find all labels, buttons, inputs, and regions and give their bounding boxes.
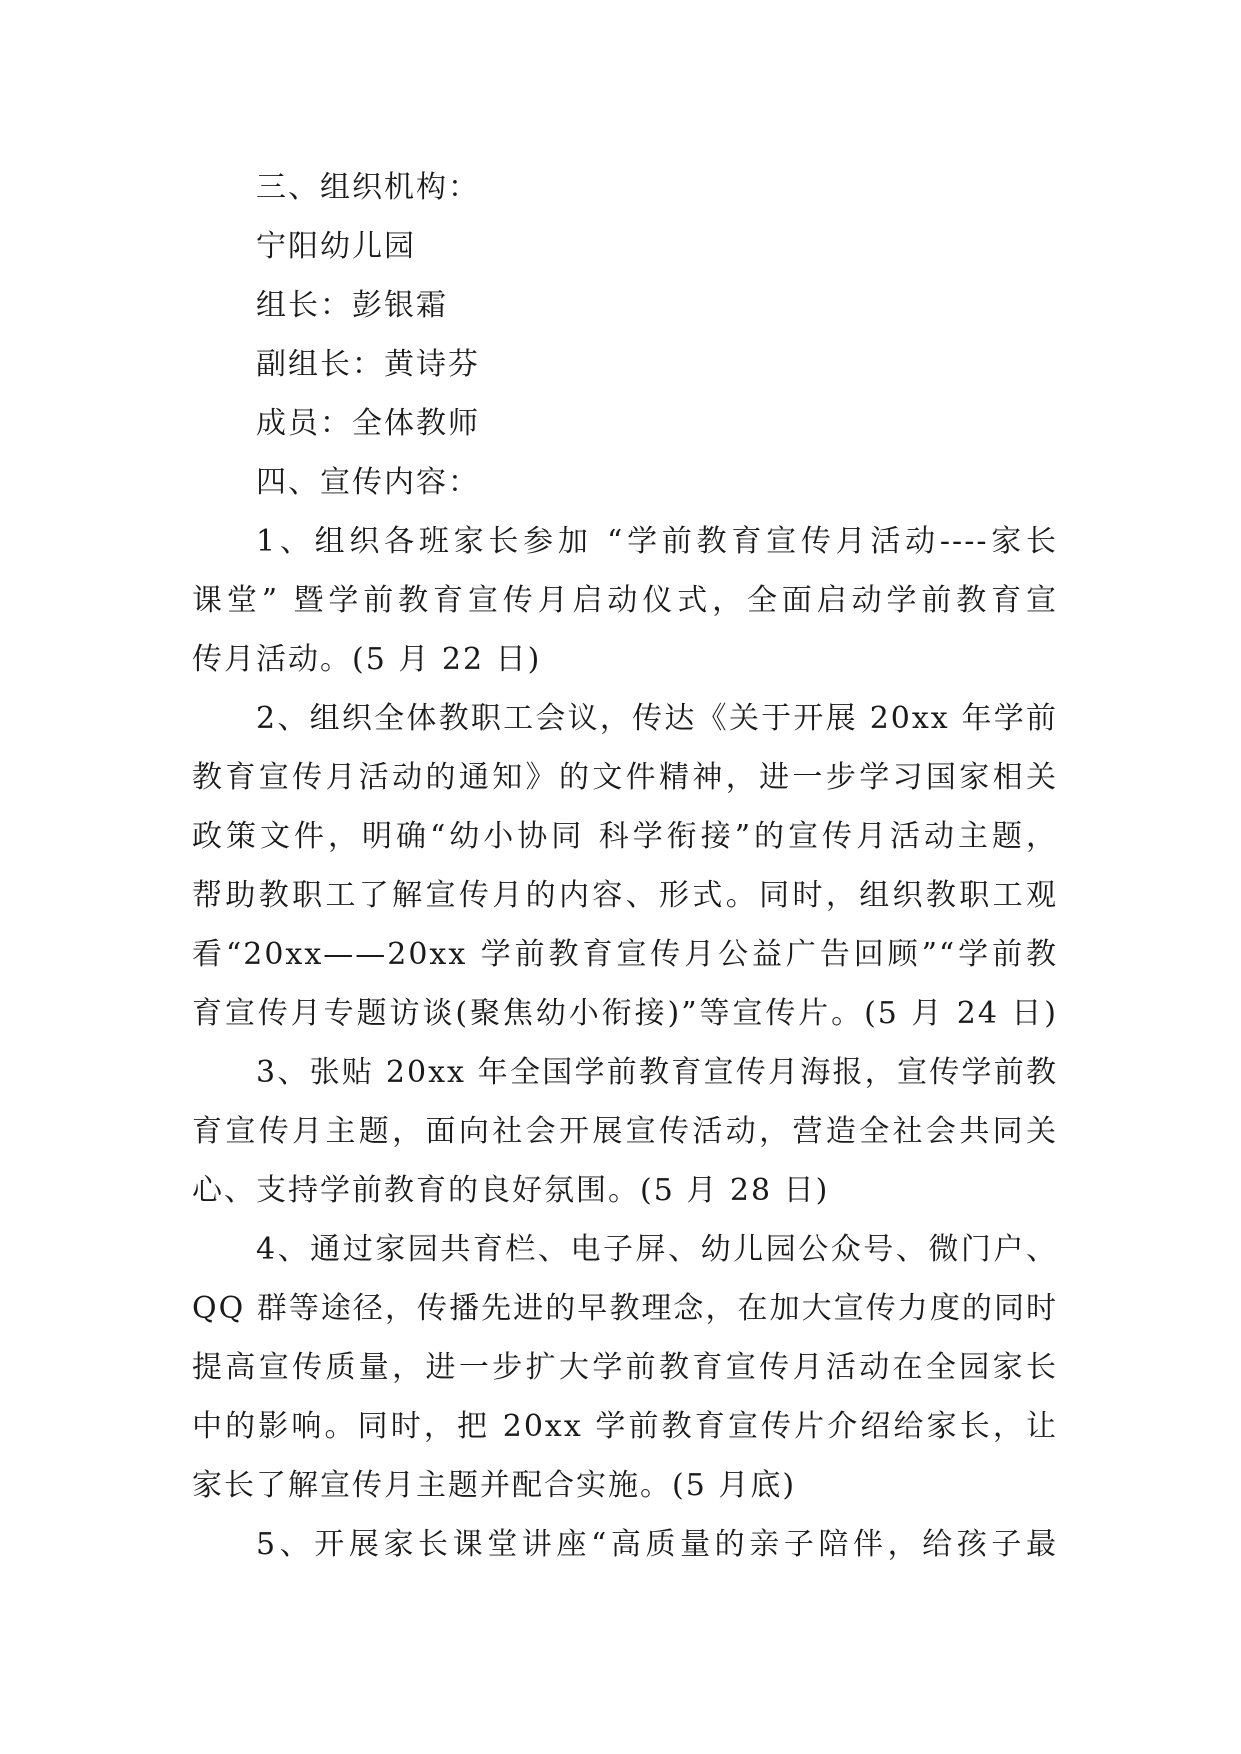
organization-name: 宁阳幼儿园 — [256, 229, 416, 264]
paragraph-line: 4、通过家园共育栏、电子屏、幼儿园公众号、微门户、 — [256, 1232, 1058, 1267]
paragraph-line: 育宣传月主题，面向社会开展宣传活动，营造全社会共同关 — [192, 1114, 1058, 1149]
content-item-1 — [192, 512, 1058, 689]
content-item-2 — [192, 689, 1058, 1043]
paragraph-line: QQ 群等途径，传播先进的早教理念，在加大宣传力度的同时 — [192, 1291, 1058, 1326]
paragraph-line: 5、开展家长课堂讲座“高质量的亲子陪伴，给孩子最 — [256, 1527, 1058, 1562]
paragraph-line: 中的影响。同时，把 20xx 学前教育宣传片介绍给家长，让 — [192, 1409, 1058, 1444]
section-heading-content: 四、宣传内容： — [256, 465, 480, 500]
paragraph-line: 看“20xx——20xx 学前教育宣传月公益广告回顾”“学前教 — [192, 937, 1058, 972]
content-item-5 — [192, 1515, 1058, 1574]
content-item-4 — [192, 1220, 1058, 1515]
document-body — [192, 158, 1058, 1574]
paragraph-line: 帮助教职工了解宣传月的内容、形式。同时，组织教职工观 — [192, 878, 1058, 913]
paragraph-line: 提高宣传质量，进一步扩大学前教育宣传月活动在全园家长 — [192, 1350, 1058, 1385]
group-members: 成员：全体教师 — [256, 406, 480, 441]
paragraph-line: 教育宣传月活动的通知》的文件精神，进一步学习国家相关 — [192, 760, 1058, 795]
paragraph-line: 2、组织全体教职工会议，传达《关于开展 20xx 年学前 — [256, 701, 1058, 736]
section-heading-organization: 三、组织机构： — [256, 170, 480, 205]
paragraph-line: 3、张贴 20xx 年全国学前教育宣传月海报，宣传学前教 — [256, 1055, 1058, 1090]
paragraph-line: 1、组织各班家长参加 “学前教育宣传月活动----家长 — [256, 524, 1058, 559]
content-item-3 — [192, 1043, 1058, 1220]
paragraph-line: 政策文件，明确“幼小协同 科学衔接”的宣传月活动主题， — [192, 819, 1058, 854]
deputy-group-leader: 副组长：黄诗芬 — [256, 347, 480, 382]
group-leader: 组长：彭银霜 — [256, 288, 448, 323]
paragraph-line: 家长了解宣传月主题并配合实施。(5 月底) — [192, 1468, 797, 1503]
paragraph-line: 传月活动。(5 月 22 日) — [192, 642, 542, 677]
paragraph-line: 育宣传月专题访谈(聚焦幼小衔接)”等宣传片。(5 月 24 日) — [192, 996, 1058, 1031]
paragraph-line: 心、支持学前教育的良好氛围。(5 月 28 日) — [192, 1173, 830, 1208]
paragraph-line: 课堂” 暨学前教育宣传月启动仪式，全面启动学前教育宣 — [192, 583, 1058, 618]
